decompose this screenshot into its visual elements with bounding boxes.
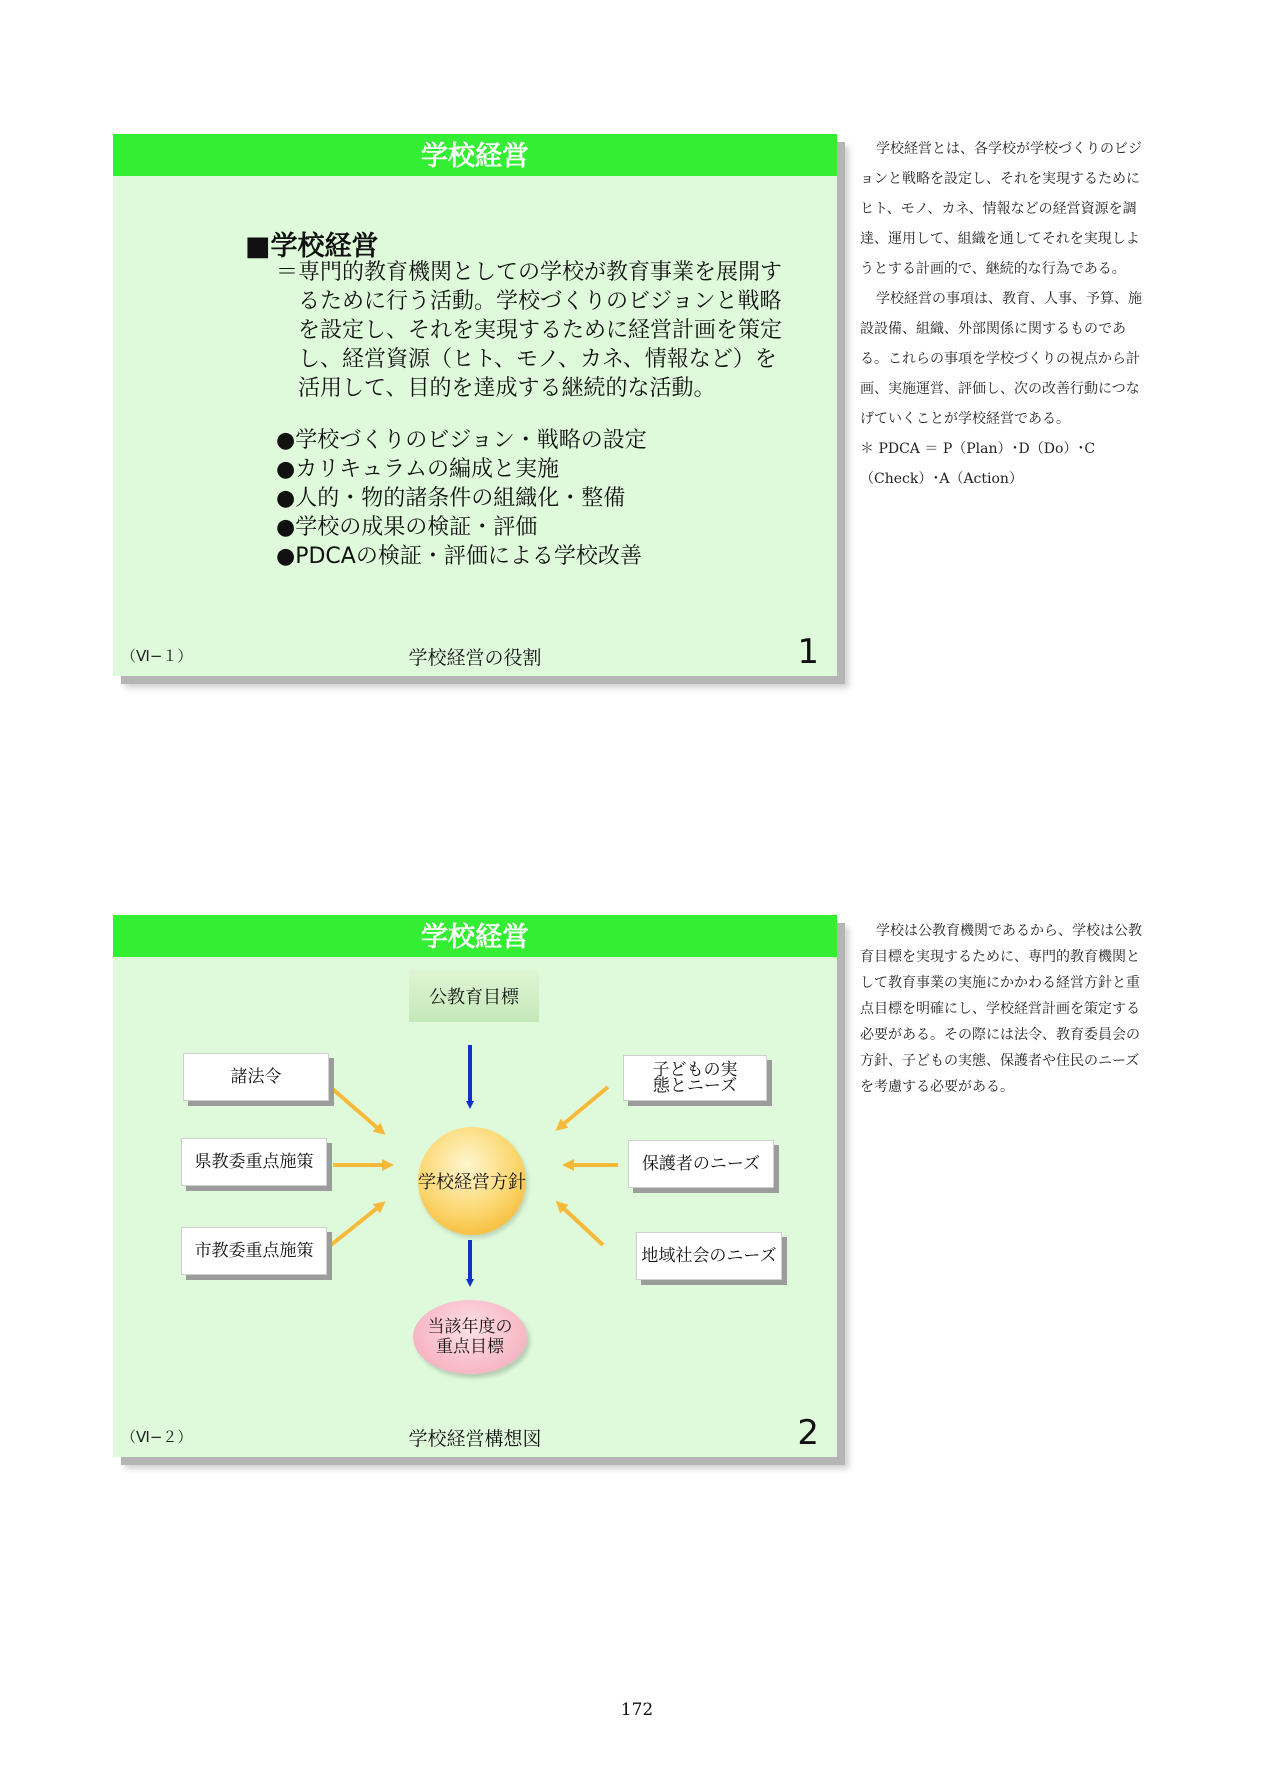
slide-1-definition: [276, 258, 796, 403]
slide-2-header: 学校経営: [113, 915, 837, 957]
slide-2-number: 2: [797, 1413, 819, 1453]
bullet-item: ●学校の成果の検証・評価: [276, 515, 538, 540]
note-1: [860, 134, 1144, 494]
laws-box: 諸法令: [183, 1053, 329, 1101]
arrow-from-community: [560, 1205, 603, 1245]
slide-1-code: （Ⅵ−１）: [121, 647, 193, 665]
city-policy-box: 市教委重点施策: [181, 1227, 327, 1275]
priority-goals-ellipse: [413, 1300, 527, 1374]
slide-1-number: 1: [797, 632, 819, 672]
slide-2: [113, 915, 837, 1457]
arrow-from-city: [331, 1205, 381, 1245]
pdca-note: ＊ PDCA ＝ P（Plan）･D（Do）･C（Check）･A（Action）: [860, 441, 1096, 487]
slide-1-heading: ■学校経営: [245, 231, 379, 262]
bullet-item: ●学校づくりのビジョン・戦略の設定: [276, 428, 647, 453]
slide-1-footer-title: 学校経営の役割: [408, 647, 542, 669]
prefecture-policy-box: 県教委重点施策: [181, 1138, 327, 1186]
slide-2-footer-title: 学校経営構想図: [408, 1428, 542, 1450]
note-paragraph: 学校経営の事項は、教育、人事、予算、施設設備、組織、外部関係に関するものである。これらの事項を学校づくりの視点から計画、実施運営、評価し、次の改善行動につなげていくことが学校経営である。: [860, 291, 1142, 427]
policy-circle: 学校経営方針: [418, 1127, 526, 1235]
slide-2-code: （Ⅵ−２）: [121, 1428, 193, 1446]
children-needs-box: 子どもの実態とニーズ: [623, 1055, 767, 1101]
definition-text: 専門的教育機関としての学校が教育事業を展開するために行う活動。学校づくりのビジョンと戦略を設定し、それを実現するために経営計画を策定し、経営資源（ヒト、モノ、カネ、情報など）を活用して、目的を達成する継続的な活動。: [298, 260, 783, 401]
note-paragraph: 学校は公教育機関であるから、学校は公教育目標を実現するために、専門的教育機関として教育事業の実施にかかわる経営方針と重点目標を明確にし、学校経営計画を策定する必要がある。その際には法令、教育委員会の方針、子どもの実態、保護者や住民のニーズを考慮する必要がある。: [860, 923, 1142, 1095]
bullet-item: ●PDCAの検証・評価による学校改善: [276, 544, 642, 569]
slide-1-header: 学校経営: [113, 134, 837, 176]
definition-prefix: ＝: [276, 260, 299, 285]
parents-needs-box: 保護者のニーズ: [628, 1140, 774, 1188]
bullet-item: ●カリキュラムの編成と実施: [276, 457, 559, 482]
arrow-from-laws: [328, 1085, 381, 1131]
priority-goals-line2: 重点目標: [436, 1337, 504, 1357]
arrow-from-children: [560, 1087, 608, 1127]
bullet-item: ●人的・物的諸条件の組織化・整備: [276, 486, 626, 511]
community-needs-box: 地域社会のニーズ: [636, 1232, 782, 1280]
top-goal-box: 公教育目標: [409, 970, 539, 1022]
slide-1: [113, 134, 837, 676]
priority-goals-line1: 当該年度の: [427, 1317, 513, 1337]
note-2: [860, 918, 1144, 1100]
page-number: 172: [620, 1700, 654, 1720]
slide-1-bullet-list: [276, 426, 647, 571]
note-paragraph: 学校経営とは、各学校が学校づくりのビジョンと戦略を設定し、それを実現するためにヒト、モノ、カネ、情報などの経営資源を調達、運用して、組織を通してそれを実現しようとする計画的で、継続的な行為である。: [860, 141, 1142, 277]
